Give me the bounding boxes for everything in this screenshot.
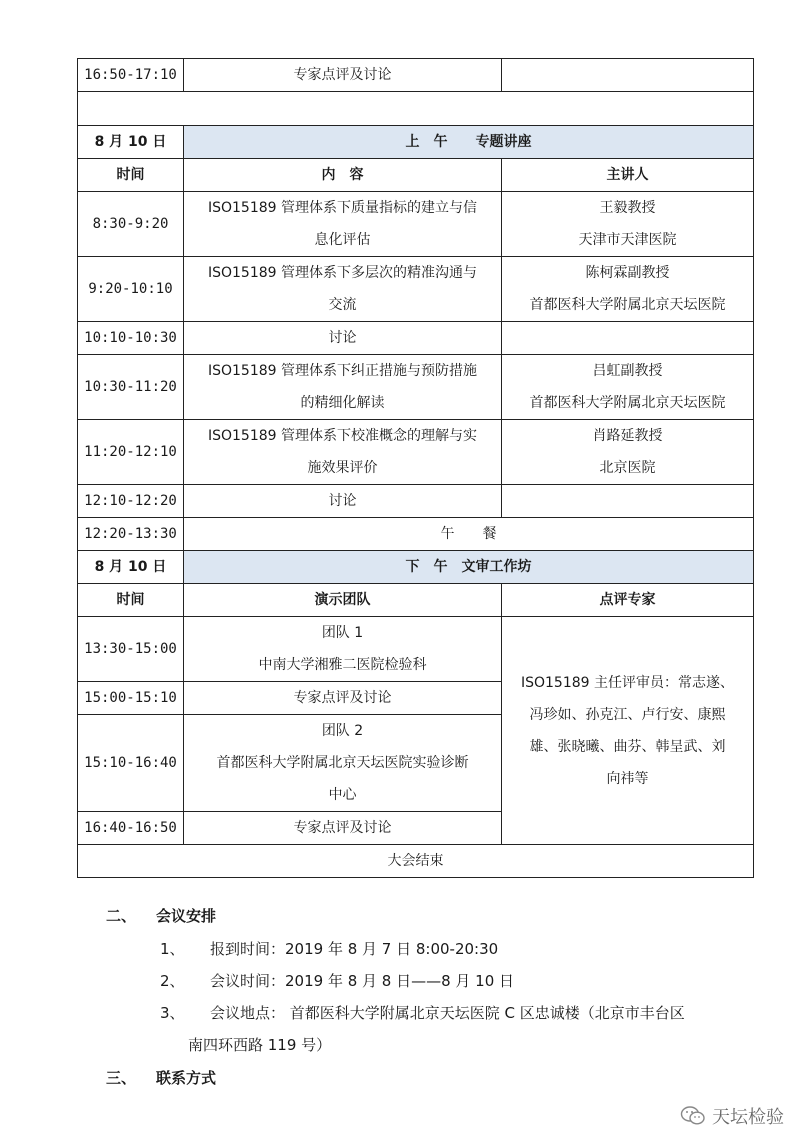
content-line: 的精细化解读: [300, 395, 385, 411]
item-text: 报到时间：2019 年 8 月 7 日 8:00-20:30: [210, 940, 499, 958]
speaker-cell: [502, 355, 754, 420]
content-line: 交流: [328, 297, 357, 313]
content-cell: 专家点评及讨论: [184, 59, 502, 92]
item-text: 会议时间：2019 年 8 月 8 日——8 月 10 日: [210, 972, 515, 990]
table-row: [78, 355, 754, 420]
speaker-cell: [502, 192, 754, 257]
expert-line: 冯珍如、孙克江、卢行安、康熙: [529, 706, 726, 723]
content-line: ISO15189 管理体系下多层次的精准沟通与: [207, 265, 478, 281]
time-cell: 13:30-15:00: [78, 617, 184, 682]
speaker-name: 吕虹副教授: [592, 363, 663, 379]
team-name: 首都医科大学附属北京天坛医院实验诊断: [216, 755, 469, 771]
section-title: 联系方式: [156, 1069, 217, 1087]
schedule-table: [77, 58, 754, 878]
time-cell: 12:20-13:30: [78, 518, 184, 551]
section-heading: [106, 905, 216, 926]
content-cell: 讨论: [184, 322, 502, 355]
speaker-name: 肖路延教授: [592, 428, 663, 444]
table-row: [78, 485, 754, 518]
team-cell: [184, 715, 502, 812]
speaker-cell: [502, 485, 754, 518]
content-line: ISO15189 管理体系下校准概念的理解与实: [207, 428, 478, 444]
session-date: 8 月 10 日: [78, 126, 184, 159]
wechat-icon: [680, 1105, 706, 1127]
table-row: [78, 59, 754, 92]
time-cell: 8:30-9:20: [78, 192, 184, 257]
time-cell: 9:20-10:10: [78, 257, 184, 322]
speaker-cell: [502, 322, 754, 355]
time-cell: 12:10-12:20: [78, 485, 184, 518]
watermark: [680, 1103, 784, 1129]
team-label: 团队 1: [321, 625, 364, 641]
speaker-affiliation: 首都医科大学附属北京天坛医院: [529, 395, 726, 411]
content-cell: 讨论: [184, 485, 502, 518]
morning-header-row: [78, 126, 754, 159]
list-item: [160, 1002, 685, 1023]
content-cell: [184, 257, 502, 322]
speaker-cell: [502, 59, 754, 92]
item-text: 会议地点： 首都医科大学附属北京天坛医院 C 区忠诚楼（北京市丰台区: [210, 1004, 685, 1022]
speaker-name: 陈柯霖副教授: [585, 265, 670, 281]
column-header: 内 容: [184, 159, 502, 192]
speaker-affiliation: 天津市天津医院: [578, 232, 677, 248]
team-name: 中南大学湘雅二医院检验科: [258, 657, 427, 673]
item-number: 2、: [160, 972, 185, 990]
afternoon-header-row: [78, 551, 754, 584]
table-row: [78, 257, 754, 322]
section-title: 会议安排: [156, 907, 217, 925]
speaker-name: 王毅教授: [599, 200, 656, 216]
watermark-text: 天坛检验: [712, 1107, 784, 1128]
speaker-cell: [502, 257, 754, 322]
speaker-cell: [502, 420, 754, 485]
item-number: 1、: [160, 940, 185, 958]
list-item-continuation: 南四环西路 119 号）: [188, 1036, 332, 1054]
time-cell: 16:50-17:10: [78, 59, 184, 92]
expert-line: ISO15189 主任评审员：常志遂、: [520, 674, 735, 691]
team-cell: 专家点评及讨论: [184, 812, 502, 845]
list-item: [160, 970, 514, 991]
time-cell: 16:40-16:50: [78, 812, 184, 845]
content-line: ISO15189 管理体系下质量指标的建立与信: [207, 200, 478, 216]
time-cell: 10:30-11:20: [78, 355, 184, 420]
closing-row: [78, 845, 754, 878]
closing-cell: 大会结束: [78, 845, 754, 878]
speaker-affiliation: 首都医科大学附属北京天坛医院: [529, 297, 726, 313]
table-row: [78, 420, 754, 485]
content-line: 息化评估: [314, 232, 371, 248]
list-item: [160, 938, 498, 959]
column-header: 时间: [78, 584, 184, 617]
column-header: 演示团队: [184, 584, 502, 617]
content-cell: [184, 192, 502, 257]
column-header: 时间: [78, 159, 184, 192]
expert-cell: [502, 617, 754, 845]
item-number: 3、: [160, 1004, 185, 1022]
section-heading: [106, 1067, 216, 1088]
time-cell: 15:10-16:40: [78, 715, 184, 812]
column-header: 主讲人: [502, 159, 754, 192]
speaker-affiliation: 北京医院: [599, 460, 656, 476]
expert-line: 向祎等: [606, 770, 649, 787]
column-header: 点评专家: [502, 584, 754, 617]
lunch-row: [78, 518, 754, 551]
team-cell: 专家点评及讨论: [184, 682, 502, 715]
table-row: [78, 617, 754, 682]
spacer-row: [78, 92, 754, 126]
session-title: 下 午 文审工作坊: [184, 551, 754, 584]
team-label: 团队 2: [321, 723, 364, 739]
team-cell: [184, 617, 502, 682]
time-cell: 10:10-10:30: [78, 322, 184, 355]
time-cell: 11:20-12:10: [78, 420, 184, 485]
time-cell: 15:00-15:10: [78, 682, 184, 715]
content-cell: [184, 355, 502, 420]
content-line: 施效果评价: [307, 460, 378, 476]
section-number: 二、: [106, 907, 137, 925]
table-row: [78, 192, 754, 257]
content-cell: [184, 420, 502, 485]
expert-line: 雄、张晓曦、曲芬、韩呈武、刘: [529, 738, 726, 755]
session-date: 8 月 10 日: [78, 551, 184, 584]
table-row: [78, 322, 754, 355]
content-line: ISO15189 管理体系下纠正措施与预防措施: [207, 363, 478, 379]
lunch-cell: 午 餐: [184, 518, 754, 551]
team-name: 中心: [328, 787, 357, 803]
session-title: 上 午 专题讲座: [184, 126, 754, 159]
column-header-row: [78, 159, 754, 192]
section-number: 三、: [106, 1069, 137, 1087]
column-header-row: [78, 584, 754, 617]
